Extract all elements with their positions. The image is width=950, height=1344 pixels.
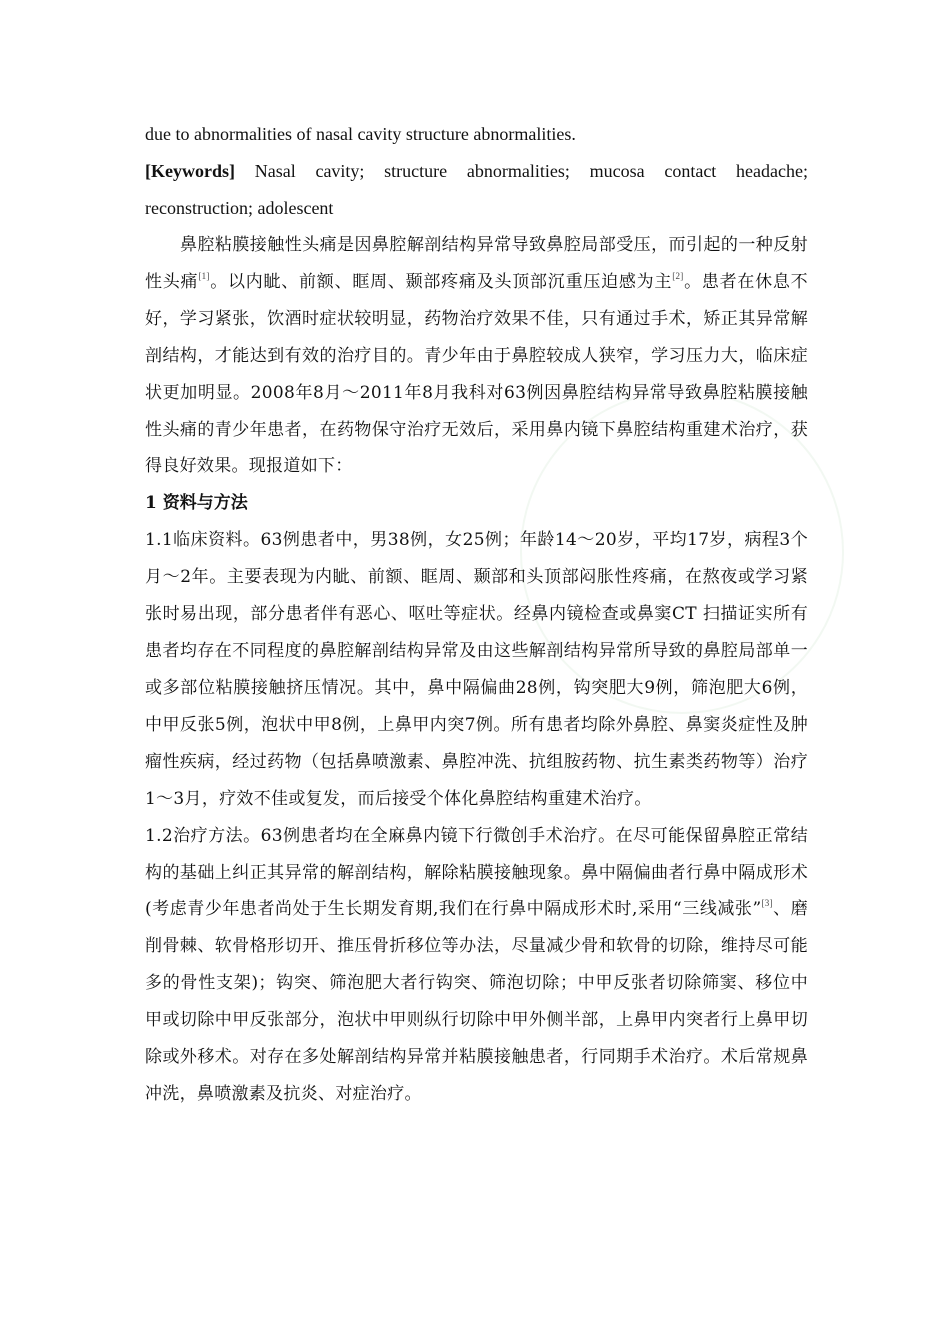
intro-text-1: 鼻腔粘膜接触性头痛是因鼻腔解剖结构异常导致鼻腔局部受压，而引起的一种反射性头痛: [145, 235, 808, 292]
treatment-paragraph: [145, 818, 808, 1113]
intro-text-3: 。患者在休息不好，学习紧张，饮酒时症状较明显，药物治疗效果不佳，只有通过手术，矫正其异常解剖结构，才能达到有效的治疗目的。青少年由于鼻腔较成人狭窄，学习压力大，临床症状更加明显。2008年8月～2011年8月我科对63例因鼻腔结构异常导致鼻腔粘膜接触性头痛的青少年患者，在药物保守治疗无效后，采用鼻内镜下鼻腔结构重建术治疗，获得良好效果。现报道如下：: [145, 271, 808, 477]
treatment-text-2: 、磨削骨棘、软骨格形切开、推压骨折移位等办法，尽量减少骨和软骨的切除，维持尽可能多的骨性支架)；钩突、筛泡肥大者行钩突、筛泡切除；中甲反张者切除筛窦、移位中甲或切除中甲反张部分，泡状中甲则纵行切除中甲外侧半部，上鼻甲内突者行上鼻甲切除或外移术。对存在多处解剖结构异常并粘膜接触患者，行同期手术治疗。术后常规鼻冲洗，鼻喷激素及抗炎、对症治疗。: [145, 899, 808, 1104]
clinical-data-paragraph: 1.1临床资料。63例患者中，男38例，女25例；年龄14～20岁，平均17岁，病程3个月～2年。主要表现为内眦、前额、眶周、颞部和头顶部闷胀性疼痛，在熬夜或学习紧张时易出现，部分患者伴有恶心、呕吐等症状。经鼻内镜检查或鼻窦CT 扫描证实所有患者均存在不同程度的鼻腔解剖结构异常及由这些解剖结构异常所导致的鼻腔局部单一或多部位粘膜接触挤压情况。其中，鼻中隔偏曲28例，钩突肥大9例，筛泡肥大6例，中甲反张5例，泡状中甲8例，上鼻甲内突7例。所有患者均除外鼻腔、鼻窦炎症性及肿瘤性疾病，经过药物（包括鼻喷激素、鼻腔冲洗、抗组胺药物、抗生素类药物等）治疗1～3月，疗效不佳或复发，而后接受个体化鼻腔结构重建术治疗。: [145, 530, 808, 809]
intro-text-2: 。以内眦、前额、眶周、颞部疼痛及头顶部沉重压迫感为主: [209, 271, 673, 292]
section-heading-1: 1 资料与方法: [145, 493, 248, 514]
citation-3: [3]: [761, 898, 773, 909]
intro-paragraph: [145, 227, 808, 485]
paper-page: [145, 116, 808, 1113]
keywords-text: Nasal cavity; structure abnormalities; mucosa contact headache; reconstruction; adolescent: [145, 161, 808, 218]
citation-1: [1]: [198, 270, 210, 281]
citation-2: [2]: [672, 270, 684, 281]
keywords-label: [Keywords]: [145, 161, 235, 181]
treatment-text-1: 1.2治疗方法。63例患者均在全麻鼻内镜下行微创手术治疗。在尽可能保留鼻腔正常结构的基础上纠正其异常的解剖结构，解除粘膜接触现象。鼻中隔偏曲者行鼻中隔成形术(考虑青少年患者尚处于生长期发育期,我们在行鼻中隔成形术时,采用“三线减张”: [145, 825, 808, 920]
abstract-tail: due to abnormalities of nasal cavity structure abnormalities.: [145, 124, 576, 144]
keywords-paragraph: [145, 153, 808, 227]
